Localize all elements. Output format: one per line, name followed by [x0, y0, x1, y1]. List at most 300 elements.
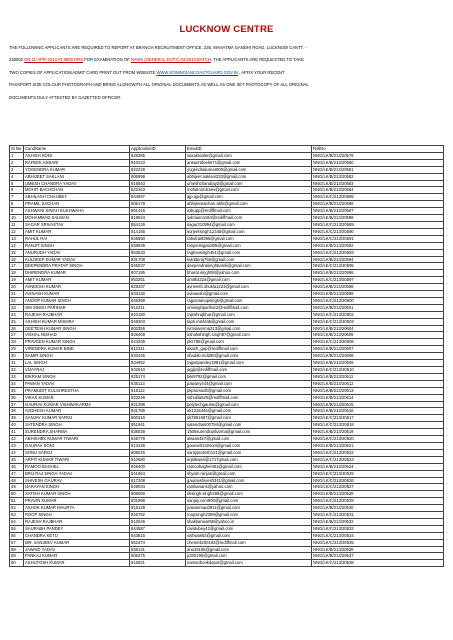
cell-sl-no: 36 [10, 394, 24, 401]
table-header-row [10, 146, 444, 153]
cell-application-id: 817208 [130, 477, 186, 484]
cell-roll-no: NNG/LK/C/213/20589 [312, 221, 444, 228]
cell-cand-name: ASHUTOSH KUMAR [24, 560, 130, 567]
table-row [10, 346, 444, 353]
cell-email-id: 1506surendrasharma@gmail.com [186, 429, 312, 436]
cell-cand-name: RANJIT SINGH [24, 242, 130, 249]
cell-email-id: nirmalverma213@gmail.com [186, 325, 312, 332]
table-row [10, 422, 444, 429]
cell-cand-name: SATENDRA SINGH [24, 422, 130, 429]
cell-application-id: 854126 [130, 221, 186, 228]
cell-cand-name: GAURAV KUMAR VISHWAKARMA [24, 401, 130, 408]
cell-sl-no: 39 [10, 415, 24, 422]
notice-line-3-pre: TWO COPIES OF APPLICATION/ADMIT CARD PRINT OUT FROM WEBSITE [9, 69, 157, 75]
table-row [10, 221, 444, 228]
cell-email-id: ashokshingh.singh97@gmail.com [186, 332, 312, 339]
cell-roll-no: NNG/LK/C/213/20597 [312, 277, 444, 284]
cell-sl-no: 17 [10, 263, 24, 270]
cell-sl-no: 60 [10, 560, 24, 567]
cell-email-id: rajeshrajbhar@gmail.com [186, 311, 312, 318]
cell-application-id: 812211 [130, 304, 186, 311]
table-row [10, 166, 444, 173]
table-row [10, 546, 444, 553]
cell-application-id: 831789 [130, 408, 186, 415]
cell-cand-name: AVINASH KUMAR [24, 291, 130, 298]
cell-cand-name: AMIT KUMAR [24, 277, 130, 284]
table-row [10, 360, 444, 367]
cell-roll-no: NNG/LK/B/213/20528 [312, 491, 444, 498]
cell-cand-name: LAL SINGH [24, 360, 130, 367]
table-row [10, 187, 444, 194]
table-row [10, 539, 444, 546]
cell-sl-no: 20 [10, 284, 24, 291]
cell-roll-no: NNG/LK/B/213/20601 [312, 304, 444, 311]
cell-email-id: atiwari457@gmail.com [186, 436, 312, 443]
table-row [10, 339, 444, 346]
cell-sl-no: 31 [10, 360, 24, 367]
cell-application-id: 852474 [130, 539, 186, 546]
cell-sl-no: 9 [10, 208, 24, 215]
table-row [10, 505, 444, 512]
table-row [10, 242, 444, 249]
notice-paragraph [9, 45, 449, 102]
table-row [10, 498, 444, 505]
cell-roll-no: NNG/LK/C/213/20610 [312, 367, 444, 374]
cell-sl-no: 38 [10, 408, 24, 415]
table-row [10, 553, 444, 560]
cell-application-id: 843815 [130, 532, 186, 539]
cell-email-id: sksingh.singh285@gmail.com [186, 491, 312, 498]
cell-application-id: 834952 [130, 360, 186, 367]
cell-sl-no: 23 [10, 304, 24, 311]
cell-email-id: arpittiwari@1717gmail.com [186, 456, 312, 463]
table-row [10, 429, 444, 436]
cell-cand-name: JAWAID YADAV [24, 546, 130, 553]
website-link[interactable]: WWW.JOININDIANCOASTGUARD.GOV.IN [156, 69, 238, 75]
cell-sl-no: 59 [10, 553, 24, 560]
cell-application-id: 805375 [130, 553, 186, 560]
cell-sl-no: 19 [10, 277, 24, 284]
cell-cand-name: RAJESH RAJBHAR [24, 518, 130, 525]
cell-roll-no: NNG/LK/B/213/20611 [312, 373, 444, 380]
cell-roll-no: NNG/LK/B/213/20524 [312, 463, 444, 470]
cell-email-id: sk7861967@gmail.com [186, 415, 312, 422]
cell-application-id: 841964 [130, 470, 186, 477]
cell-cand-name: GAURAV SONI [24, 442, 130, 449]
cell-cand-name: ASHOK KUMAR MAURYA [24, 505, 130, 512]
cell-sl-no: 3 [10, 166, 24, 173]
cell-email-id: jagjip@rediffmail.com [186, 367, 312, 374]
cell-roll-no: NNG/LK/B/213/20581 [312, 166, 444, 173]
cell-email-id: bharat.singh08@yahoo.com [186, 270, 312, 277]
cell-email-id: gaurav0132soni@gmail.com [186, 442, 312, 449]
cell-sl-no: 57 [10, 539, 24, 546]
cell-cand-name: AVDHESH KUMAR [24, 408, 130, 415]
cell-roll-no: NNG/LK/B/213/20530 [312, 505, 444, 512]
cell-sl-no: 4 [10, 173, 24, 180]
cell-email-id: rajputpandey1981@gmail.com [186, 360, 312, 367]
cell-email-id: pks786@gmail.com [186, 339, 312, 346]
cell-application-id: 816112 [130, 387, 186, 394]
table-row [10, 353, 444, 360]
table-row [10, 456, 444, 463]
cell-application-id: 853251 [130, 277, 186, 284]
cell-email-id: pelytechgaurav@gmail.com [186, 401, 312, 408]
exam-date-highlight: ON 11-APR-2013 AT 0800 HRS [24, 57, 84, 63]
cell-email-id: surjeetsingh12345@gmail.com [186, 228, 312, 235]
cell-email-id: kuldderaj755@gmail.com [186, 256, 312, 263]
cell-application-id: 826469 [130, 332, 186, 339]
cell-sl-no: 37 [10, 401, 24, 408]
table-row [10, 215, 444, 222]
cell-roll-no: NNG/LK/C/213/20617 [312, 415, 444, 422]
cell-sl-no: 1 [10, 152, 24, 159]
notice-line-2-pre: 226002 [9, 57, 25, 63]
cell-sl-no: 12 [10, 228, 24, 235]
cell-application-id: 838131 [130, 546, 186, 553]
cell-roll-no: NNG/LK/B/213/20596 [312, 270, 444, 277]
cell-sl-no: 55 [10, 525, 24, 532]
cell-application-id: 806999 [130, 173, 186, 180]
cell-roll-no: NNG/LK/B/213/20615 [312, 401, 444, 408]
cell-application-id: 808069 [130, 491, 186, 498]
cell-application-id: 845550 [130, 235, 186, 242]
table-row [10, 194, 444, 201]
table-row [10, 470, 444, 477]
cell-roll-no: NNG/LK/C/213/20606 [312, 339, 444, 346]
cell-cand-name: ABHISHEK KUMAR TIWARI [24, 436, 130, 443]
cell-sl-no: 2 [10, 159, 24, 166]
cell-cand-name: PAWAN YADAV [24, 380, 130, 387]
cell-roll-no: NNG/LK/C/213/20593 [312, 249, 444, 256]
cell-roll-no: NNG/LK/B/213/20584 [312, 187, 444, 194]
cell-cand-name: SAURABH PANDEY [24, 525, 130, 532]
cell-cand-name: CHANDRA KETU [24, 532, 130, 539]
cell-sl-no: 7 [10, 194, 24, 201]
cell-cand-name: SAMIR SINGH [24, 353, 130, 360]
cell-application-id: 814166 [130, 228, 186, 235]
table-row [10, 512, 444, 519]
cell-sl-no: 44 [10, 449, 24, 456]
cell-sl-no: 50 [10, 491, 24, 498]
cell-roll-no: NNG/LK/B/213/20608 [312, 353, 444, 360]
cell-roll-no: NNG/LK/B/213/20583 [312, 180, 444, 187]
cell-cand-name: SATISH KUMAR SINGH [24, 491, 130, 498]
cell-application-id: 849034 [130, 484, 186, 491]
cell-application-id: 828385 [130, 152, 186, 159]
cell-email-id: abhijeet.saklani333@gmail.com [186, 173, 312, 180]
cell-application-id: 833445 [130, 353, 186, 360]
cell-application-id: 838935 [130, 242, 186, 249]
notice-line-1: THE FOLLOWING APPLICANTS ARE REQUIRED TO REPORT AT BRANCH RECRUITMENT OFFICE, 236, MAHATMA GANDHI ROAD, LUCKNOW CANTT. - [9, 45, 307, 50]
cell-email-id: satendrasi00794@gmail.com [186, 422, 312, 429]
table-row [10, 201, 444, 208]
cell-email-id: pkpramudit@gmail.com [186, 387, 312, 394]
cell-cand-name: GEETESH KUMAR SINGH [24, 325, 130, 332]
cell-cand-name: ANURUDH YADAV [24, 249, 130, 256]
cell-application-id: 818524 [130, 215, 186, 222]
cell-cand-name: VISHAL NISHAD [24, 332, 130, 339]
cell-roll-no: NNG/LK/B/213/20614 [312, 394, 444, 401]
cell-sl-no: 58 [10, 546, 24, 553]
cell-roll-no: NNG/LK/C/213/20595 [312, 263, 444, 270]
cell-roll-no: NNG/LK/C/213/20534 [312, 532, 444, 539]
cell-sl-no: 45 [10, 456, 24, 463]
table-row [10, 277, 444, 284]
cell-application-id: 828337 [130, 284, 186, 291]
cell-email-id: sanjay.com900@gmail.com [186, 498, 312, 505]
cell-email-id: ajp.aju@gmail.com [186, 194, 312, 201]
cell-cand-name: ARPIT KUMAR TIWARI [24, 456, 130, 463]
table-row [10, 367, 444, 374]
table-row [10, 180, 444, 187]
cell-roll-no: NNG/LK/C/213/20590 [312, 228, 444, 235]
cell-email-id: deependrasinghbareli@gmail.com [186, 263, 312, 270]
cell-cand-name: MOHIT BACHCHAN [24, 187, 130, 194]
notice-line-2-post: . THE APPLICANTS ARE REQUESTED TO TAKE [210, 57, 304, 63]
cell-cand-name: ASHWANI SINGH KUSHWAHA [24, 208, 130, 215]
cell-email-id: roopsingh2299@gmail.com [186, 512, 312, 519]
page-title: LUCKNOW CENTRE [179, 24, 274, 35]
table-row [10, 152, 444, 159]
cell-email-id: shadab.md286@gmail.com [186, 353, 312, 360]
cell-application-id: 821288 [130, 401, 186, 408]
cell-roll-no: NNG/LK/C/213/20585 [312, 194, 444, 201]
cell-email-id: salmaan1194@rediffmail.com [186, 215, 312, 222]
cell-roll-no: NNG/LK/C/213/20527 [312, 484, 444, 491]
cell-email-id: ravidubey42@gmail.com [186, 525, 312, 532]
cell-application-id: 846782 [130, 512, 186, 519]
cell-application-id: 853533 [130, 249, 186, 256]
cell-cand-name: NARAYAN SINGH [24, 484, 130, 491]
cell-cand-name: BIKRAM SINGH [24, 373, 130, 380]
cell-roll-no: NNG/LK/B/213/20621 [312, 442, 444, 449]
cell-cand-name: MR. SANJEEV KUMAR [24, 539, 130, 546]
cell-sl-no: 30 [10, 353, 24, 360]
cell-roll-no: NNG/LK/C/213/20591 [312, 235, 444, 242]
cell-sl-no: 11 [10, 221, 24, 228]
cell-cand-name: SAGAR SRIVASTAV [24, 221, 130, 228]
cell-cand-name: ASHISH KUMAR MISHRA [24, 318, 130, 325]
cell-email-id: pawanmau0911@gmail.com [186, 505, 312, 512]
header-roll-no: RollNo [312, 146, 444, 153]
table-row [10, 318, 444, 325]
cell-application-id: 822228 [130, 166, 186, 173]
table-row [10, 532, 444, 539]
cell-email-id: umeshchandray2@gmail.com [186, 180, 312, 187]
cell-sl-no: 46 [10, 463, 24, 470]
cell-application-id: 845037 [130, 263, 186, 270]
table-row [10, 401, 444, 408]
cell-roll-no: NNG/LK/C/213/20620 [312, 436, 444, 443]
cell-application-id: 848400 [130, 463, 186, 470]
cell-cand-name: PRAMIL SACHAN [24, 201, 130, 208]
cell-application-id: 851416 [130, 208, 186, 215]
cell-sl-no: 10 [10, 215, 24, 222]
cell-sl-no: 32 [10, 367, 24, 374]
cell-application-id: 838039 [130, 429, 186, 436]
cell-cand-name: VIKAS KUMAR [24, 394, 130, 401]
table-row [10, 284, 444, 291]
cell-email-id: ak1234444@gmail.com [186, 408, 312, 415]
cell-sl-no: 48 [10, 477, 24, 484]
table-row [10, 525, 444, 532]
cell-roll-no: NNG/LK/C/213/20533 [312, 525, 444, 532]
cell-email-id: mohitmordcsev@gmail.com [186, 187, 312, 194]
notice-line-5: DOCUMENTS DULY ATTESTED BY GAZETTED OFFICER. [9, 94, 122, 100]
cell-cand-name: OM SINGH PARIHAR [24, 304, 130, 311]
cell-roll-no: NNG/LK/B/213/20582 [312, 173, 444, 180]
cell-application-id: 805179 [130, 201, 186, 208]
cell-application-id: 810233 [130, 159, 186, 166]
cell-application-id: 810580 [130, 456, 186, 463]
cell-application-id: 831998 [130, 498, 186, 505]
cell-application-id: 844205 [130, 339, 186, 346]
cell-sl-no: 29 [10, 346, 24, 353]
cell-roll-no: NNG/LK/B/213/20612 [312, 380, 444, 387]
cell-cand-name: RAFEEK ANSARI [24, 159, 130, 166]
cell-sl-no: 21 [10, 291, 24, 298]
cell-application-id: 807195 [130, 270, 186, 277]
table-row [10, 256, 444, 263]
cell-cand-name: DEEPENDRA PRATAP SINGH [24, 263, 130, 270]
cell-email-id: amitk4224@gmail.com [186, 277, 312, 284]
cell-cand-name: PANKAJ KUMAR [24, 553, 130, 560]
cell-email-id: p200195@gmail.com [186, 553, 312, 560]
cell-email-id: raghavsingh451@gmail.com [186, 249, 312, 256]
cell-cand-name: RAJESH RAJBHAR [24, 311, 130, 318]
cell-email-id: rahulrai8395@gmail.com [186, 235, 312, 242]
cell-application-id: 813228 [130, 442, 186, 449]
table-row [10, 442, 444, 449]
table-row [10, 263, 444, 270]
cell-email-id: biki9792@gmail.com [186, 373, 312, 380]
notice-line-3-post: , AFFIX YOUR RECENT [237, 69, 285, 75]
cell-sl-no: 51 [10, 498, 24, 505]
cell-roll-no: NNG/LK/C/213/20529 [312, 498, 444, 505]
cell-email-id: shaktianwar55@yahoo.in [186, 518, 312, 525]
header-application-id: ApplicationID [130, 146, 186, 153]
cell-roll-no: NNG/LK/C/213/20622 [312, 449, 444, 456]
notice-line-4: PASSPORT SIZE COLOUR PHOTOGRAPH AND BRING ALONGWITH ALL ORIGINAL DOCUMENTS AS WELL AS ONE SET PHOTOCOPY OF ALL ORIGINAL [9, 82, 309, 88]
cell-cand-name: DHIRENDRA KUMAR [24, 270, 130, 277]
cell-email-id: pawany444@gmail.com [186, 380, 312, 387]
notice-line-2-mid: FOR EXAMINATION OF [83, 57, 131, 63]
cell-application-id: 831708 [130, 256, 186, 263]
cell-cand-name: YOGENDRA KUMAR [24, 166, 130, 173]
cell-roll-no: NNG/LK/C/213/20538 [312, 560, 444, 567]
cell-sl-no: 56 [10, 532, 24, 539]
batch-highlight: NAVIK (GENERAL DUTY) 02/2013 BATCH [130, 57, 211, 63]
cell-sl-no: 49 [10, 484, 24, 491]
cell-email-id: ansarirafeek671@gmail.com [186, 159, 312, 166]
cell-application-id: 848303 [130, 318, 186, 325]
cell-sl-no: 54 [10, 518, 24, 525]
cell-sl-no: 26 [10, 325, 24, 332]
cell-application-id: 815129 [130, 505, 186, 512]
cell-roll-no: NNG/LK/C/213/20602 [312, 311, 444, 318]
cell-application-id: 843180 [130, 311, 186, 318]
cell-roll-no: NNG/LK/C/213/20618 [312, 422, 444, 429]
table-row [10, 291, 444, 298]
table-row [10, 436, 444, 443]
table-row [10, 208, 444, 215]
cell-email-id: ramkanans@yahoo.com [186, 484, 312, 491]
notice-line-2 [9, 57, 449, 64]
cell-application-id: 844587 [130, 525, 186, 532]
cell-email-id: yogendrakumar800@gmail.com [186, 166, 312, 173]
cell-email-id: sarojsantosh121@gmail.com [186, 449, 312, 456]
cell-cand-name: ROOP SINGH [24, 512, 130, 519]
cell-roll-no: NNG/LK/B/213/20599 [312, 291, 444, 298]
table-row [10, 235, 444, 242]
cell-application-id: 803355 [130, 325, 186, 332]
cell-application-id: 816921 [130, 560, 186, 567]
table-row [10, 311, 444, 318]
cell-cand-name: PRAVEEN KUMAR SINGH [24, 339, 130, 346]
cell-cand-name: KULDEEP KUMAR YADAV [24, 256, 130, 263]
cell-cand-name: SHIVESH GAURAV [24, 477, 130, 484]
cell-sl-no: 13 [10, 235, 24, 242]
cell-roll-no: NNG/LK/B/213/20609 [312, 360, 444, 367]
cell-email-id: ramoobaghel481@gmail.com [186, 463, 312, 470]
cell-sl-no: 5 [10, 180, 24, 187]
table-row [10, 449, 444, 456]
table-row [10, 491, 444, 498]
table-row [10, 325, 444, 332]
cell-roll-no: NNG/LK/C/213/20623 [312, 456, 444, 463]
header-sl-no: Sl No [10, 146, 24, 153]
cell-cand-name: RAHUL RAI [24, 235, 130, 242]
cell-sl-no: 16 [10, 256, 24, 263]
cell-roll-no: NNG/LK/B/213/20592 [312, 242, 444, 249]
cell-email-id: shyam.ranjan@gmail.com [186, 470, 312, 477]
table-row [10, 297, 444, 304]
cell-roll-no: NNG/LK/B/213/20537 [312, 553, 444, 560]
cell-cand-name: UMESH CHANDRA YADAV [24, 180, 130, 187]
cell-sl-no: 40 [10, 422, 24, 429]
table-row [10, 173, 444, 180]
cell-cand-name: VIJAYRAJ [24, 367, 130, 374]
cell-sl-no: 24 [10, 311, 24, 318]
cell-application-id: 812311 [130, 346, 186, 353]
cell-cand-name: BRIJ RAJ SINGH YADAV [24, 470, 130, 477]
cell-roll-no: NNG/LK/B/213/20616 [312, 408, 444, 415]
cell-email-id: gauravshivesh341@gmail.com [186, 477, 312, 484]
table-row [10, 249, 444, 256]
table-row [10, 304, 444, 311]
cell-sl-no: 25 [10, 318, 24, 325]
cell-roll-no: NNG/LK/B/213/20588 [312, 215, 444, 222]
cell-email-id: ranjeetrajpoot05@gmail.com [186, 242, 312, 249]
cell-sl-no: 47 [10, 470, 24, 477]
table-row [10, 332, 444, 339]
cell-sl-no: 14 [10, 242, 24, 249]
table-row [10, 387, 444, 394]
cell-email-id: saxaktoaler@gmail.com [186, 152, 312, 159]
cell-roll-no: NNG/LK/B/213/20613 [312, 387, 444, 394]
candidate-table [9, 145, 444, 567]
cell-sl-no: 42 [10, 436, 24, 443]
table-row [10, 484, 444, 491]
table-row [10, 463, 444, 470]
cell-application-id: 832610 [130, 367, 186, 374]
cell-email-id: tapti.mishra5@gmail.com [186, 318, 312, 325]
cell-email-id: avneesh.shukla1224@gmail.com [186, 284, 312, 291]
cell-application-id: 835113 [130, 380, 186, 387]
cell-roll-no: NNG/LK/C/213/20525 [312, 470, 444, 477]
cell-roll-no: NNG/LK/B/213/20586 [312, 201, 444, 208]
